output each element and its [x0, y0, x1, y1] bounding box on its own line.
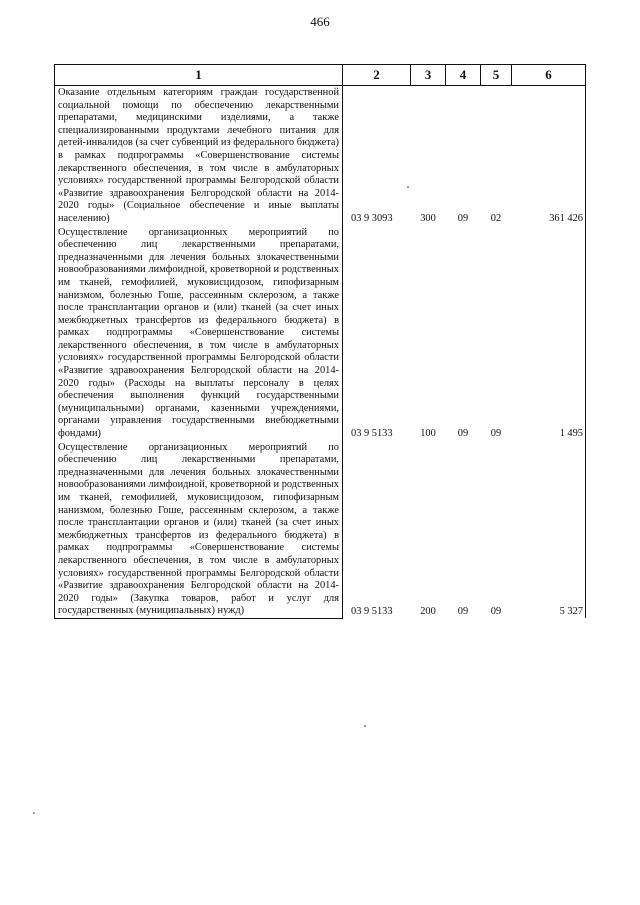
budget-table	[54, 64, 586, 619]
column-header-6: 6	[512, 65, 586, 86]
row-subsection: 09	[490, 428, 502, 440]
column-header-5: 5	[481, 65, 512, 86]
row-expense-type: 100	[420, 428, 436, 440]
row-target-code: 03 9 3093	[351, 212, 393, 224]
column-header-1: 1	[55, 65, 343, 86]
row-subsection: 02	[490, 212, 502, 224]
row-subsection: 09	[490, 605, 502, 617]
row-amount: 5 327	[512, 441, 586, 619]
table-header-row	[55, 65, 586, 86]
column-header-4: 4	[446, 65, 481, 86]
row-target-code: 03 9 5133	[351, 605, 393, 617]
table-row	[55, 441, 586, 619]
row-description: Осуществление организационных мероприятий по обеспечению лиц лекарственными препаратами, предназначенными для лечения больных злокачественными новообразованиями лимфоидной, кроветворной и родственных им тканей, гемофилией, муковисцидозом, гипофизарным нанизмом, болезнью Гоше, рассеянным склерозом, а также после трансплантации органов и (или) тканей (за счет иных межбюджетных трансфертов из федерального бюджета) в рамках подпрограммы «Совершенствование системы лекарственного обеспечения, в том числе в амбулаторных условиях» государственной программы Белгородской области «Развитие здравоохранения Белгородской области на 2014-2020 годы» (Расходы на выплаты персоналу в целях обеспечения выполнения функций государственными (муниципальными) органами, казенными учреждениями, органами управления государственными внебюджетными фондами)	[55, 226, 343, 441]
row-amount: 361 426	[512, 86, 586, 226]
row-expense-type: 300	[420, 212, 436, 224]
row-description: Оказание отдельным категориям граждан государственной социальной помощи по обеспечению лекарственными препаратами, медицинскими изделиями, а также специализированными продуктами лечебного питания для детей-инвалидов (за счет субвенций из федерального бюджета) в рамках подпрограммы «Совершенствование системы лекарственного обеспечения, в том числе в амбулаторных условиях» государственной программы Белгородской области «Развитие здравоохранения Белгородской области на 2014-2020 годы» (Социальное обеспечение и иные выплаты населению)	[55, 86, 343, 226]
row-expense-type: 200	[420, 605, 436, 617]
row-description: Осуществление организационных мероприятий по обеспечению лиц лекарственными препаратами, предназначенными для лечения больных злокачественными новообразованиями лимфоидной, кроветворной и родственных им тканей, гемофилией, муковисцидозом, гипофизарным нанизмом, болезнью Гоше, рассеянным склерозом, а также после трансплантации органов и (или) тканей (за счет иных межбюджетных трансфертов из федерального бюджета) в рамках подпрограммы «Совершенствование системы лекарственного обеспечения, в том числе в амбулаторных условиях» государственной программы Белгородской области «Развитие здравоохранения Белгородской области на 2014-2020 годы» (Закупка товаров, работ и услуг для государственных (муниципальных) нужд)	[55, 441, 343, 619]
column-header-2: 2	[343, 65, 411, 86]
column-header-3: 3	[411, 65, 446, 86]
row-section: 09	[457, 605, 469, 617]
row-section: 09	[457, 212, 469, 224]
table-row	[55, 226, 586, 441]
row-target-code: 03 9 5133	[351, 428, 393, 440]
row-amount: 1 495	[512, 226, 586, 441]
scan-speck	[364, 725, 366, 727]
table-row	[55, 86, 586, 226]
scan-speck	[407, 186, 409, 188]
scan-speck	[33, 812, 35, 814]
page-number: 466	[310, 14, 330, 29]
row-section: 09	[457, 428, 469, 440]
